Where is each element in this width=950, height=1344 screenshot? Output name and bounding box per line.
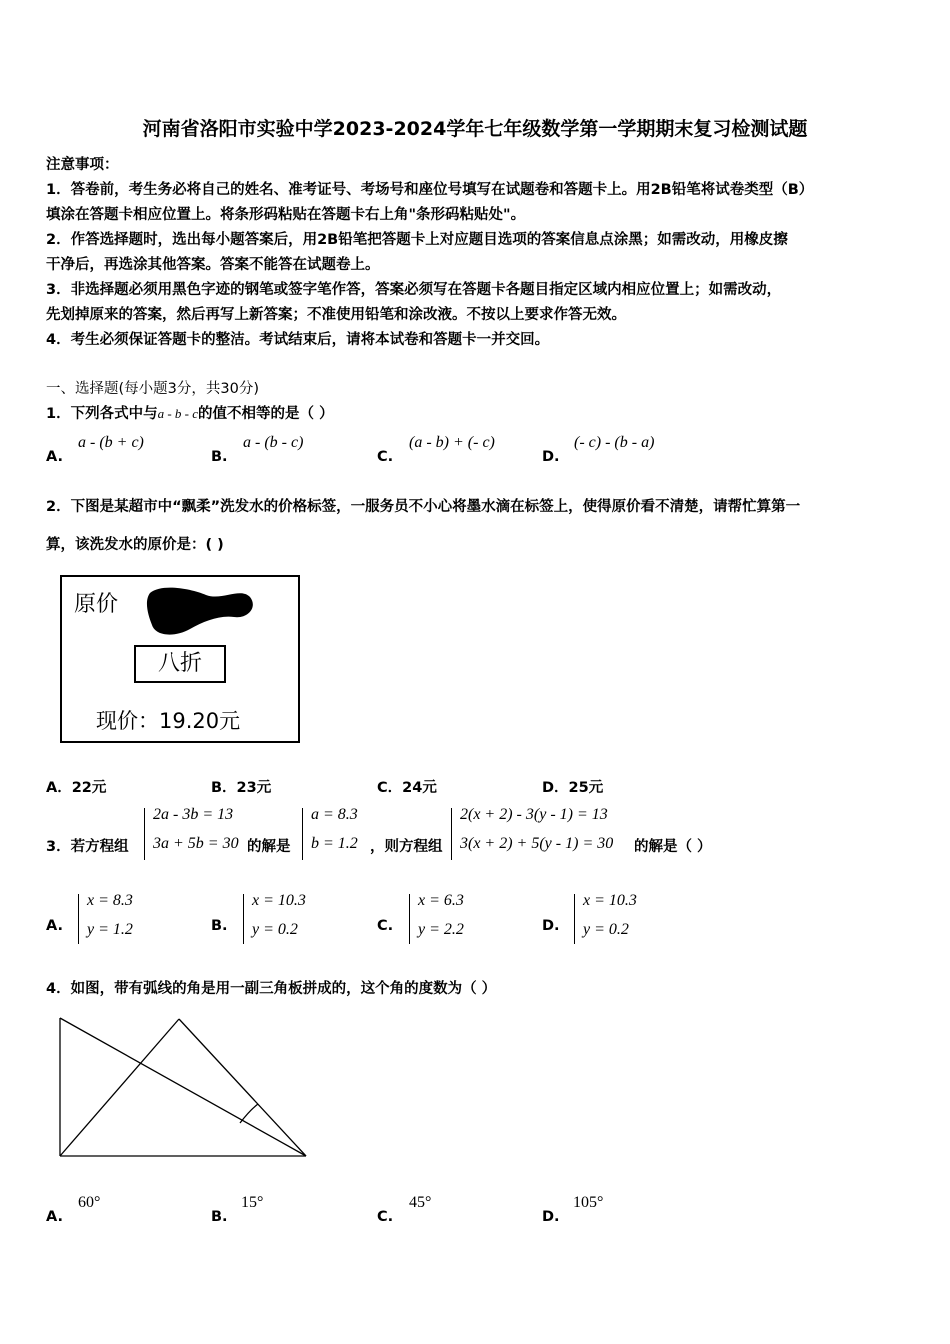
q3-mid1: 的解是 xyxy=(247,839,291,855)
note-1a: 1．答卷前，考生务必将自己的姓名、准考证号、考场号和座位号填写在试题卷和答题卡上。用2B铅笔将试卷类型（B） xyxy=(46,182,814,198)
q1-option-a-label: A. xyxy=(46,449,63,465)
note-3a: 3．非选择题必须用黑色字迹的钢笔或签字笔作答，答案必须写在答题卡各题目指定区域内相应位置上；如需改动， xyxy=(46,282,782,298)
discount-box xyxy=(134,645,226,683)
q3-prefix: 3．若方程组 xyxy=(46,839,129,855)
q3-option-d-brace xyxy=(574,894,581,944)
q2-option-d: D．25元 xyxy=(542,780,604,796)
q3-system-2-row2: b = 1.2 xyxy=(311,835,358,852)
q3-system-1-row1: 2a - 3b = 13 xyxy=(153,806,234,823)
q1-option-c-expr: (a - b) + (- c) xyxy=(409,434,495,451)
q3-option-b-row2: y = 0.2 xyxy=(252,921,298,938)
q4-option-c-label: C. xyxy=(377,1209,394,1225)
q3-option-b-label: B. xyxy=(211,918,228,934)
discount-label: 八折 xyxy=(157,651,202,676)
q3-option-c-system xyxy=(409,892,489,948)
q2-stem-line2: 算，该洗发水的原价是：( ) xyxy=(46,537,224,553)
price-tag-original-label: 原价 xyxy=(74,592,119,617)
price-tag-figure xyxy=(60,575,300,743)
page-title: 河南省洛阳市实验中学2023-2024学年七年级数学第一学期期末复习检测试题 xyxy=(142,118,808,140)
section-heading: 一、选择题(每小题3分，共30分) xyxy=(46,381,259,397)
q4-option-c-value: 45° xyxy=(409,1194,432,1211)
note-3b: 先划掉原来的答案，然后再写上新答案；不准使用铅笔和涂改液。不按以上要求作答无效。 xyxy=(46,307,626,323)
q3-option-a-row2: y = 1.2 xyxy=(87,921,133,938)
q1-option-c-label: C. xyxy=(377,449,394,465)
q4-option-d-value: 105° xyxy=(573,1194,604,1211)
q3-system-1-brace xyxy=(144,808,151,860)
note-2a: 2．作答选择题时，选出每小题答案后，用2B铅笔把答题卡上对应题目选项的答案信息点涂黑；如需改动，用橡皮擦 xyxy=(46,232,788,248)
q3-system-2 xyxy=(302,806,372,864)
q4-option-b-value: 15° xyxy=(241,1194,264,1211)
q3-option-a-label: A. xyxy=(46,918,63,934)
price-tag-current: 现价：19.20元 xyxy=(96,709,241,733)
q3-system-2-row1: a = 8.3 xyxy=(311,806,358,823)
q1-expr: a - b - c xyxy=(157,406,199,421)
q3-option-c-row2: y = 2.2 xyxy=(418,921,464,938)
q3-system-1-row2: 3a + 5b = 30 xyxy=(153,835,239,852)
triangle-second-left xyxy=(60,1019,179,1156)
q1-option-a-expr: a - (b + c) xyxy=(78,434,144,451)
q3-option-c-brace xyxy=(409,894,416,944)
q1-option-b-label: B. xyxy=(211,449,228,465)
q3-option-c-row1: x = 6.3 xyxy=(418,892,464,909)
q3-system-2-brace xyxy=(302,808,309,860)
q3-option-a-brace xyxy=(78,894,85,944)
q3-option-b-brace xyxy=(243,894,250,944)
q1-option-d-expr: (- c) - (b - a) xyxy=(574,434,655,451)
q3-system-3-brace xyxy=(451,808,458,860)
q3-system-3-row2: 3(x + 2) + 5(y - 1) = 30 xyxy=(460,835,614,852)
q3-option-a-row1: x = 8.3 xyxy=(87,892,133,909)
note-1b: 填涂在答题卡相应位置上。将条形码粘贴在答题卡右上角"条形码粘贴处"。 xyxy=(46,207,526,223)
q3-mid2: ，则方程组 xyxy=(370,839,443,855)
q4-option-b-label: B. xyxy=(211,1209,228,1225)
q3-option-d-row2: y = 0.2 xyxy=(583,921,629,938)
q2-option-a: A．22元 xyxy=(46,780,107,796)
q4-option-d-label: D. xyxy=(542,1209,560,1225)
ink-blot xyxy=(144,583,256,639)
angle-arc xyxy=(240,1104,258,1123)
q3-system-1 xyxy=(144,806,244,864)
q4-option-a-label: A. xyxy=(46,1209,63,1225)
q2-stem-line1: 2．下图是某超市中“飘柔”洗发水的价格标签，一服务员不小心将墨水滴在标签上，使得原价看不清楚，请帮忙算第一 xyxy=(46,499,801,515)
q1-suffix: 的值不相等的是（ ） xyxy=(198,406,334,422)
triangle-diagonal xyxy=(60,1018,306,1156)
q4-option-a-value: 60° xyxy=(78,1194,101,1211)
note-4: 4．考生必须保证答题卡的整洁。考试结束后，请将本试卷和答题卡一并交回。 xyxy=(46,332,550,348)
q3-option-c-label: C. xyxy=(377,918,394,934)
q3-option-d-label: D. xyxy=(542,918,560,934)
q3-option-d-system xyxy=(574,892,654,948)
notes-header: 注意事项： xyxy=(46,157,119,173)
q3-option-b-row1: x = 10.3 xyxy=(252,892,306,909)
q3-option-d-row1: x = 10.3 xyxy=(583,892,637,909)
note-2b: 干净后，再选涂其他答案。答案不能答在试题卷上。 xyxy=(46,257,380,273)
triangle-figure xyxy=(50,1010,320,1165)
q2-option-b: B．23元 xyxy=(211,780,272,796)
q3-system-3-row1: 2(x + 2) - 3(y - 1) = 13 xyxy=(460,806,608,823)
q3-option-b-system xyxy=(243,892,323,948)
q4-stem: 4．如图，带有弧线的角是用一副三角板拼成的，这个角的度数为（ ） xyxy=(46,981,497,997)
q1-stem xyxy=(46,402,334,423)
q3-system-3 xyxy=(451,806,636,864)
triangle-second-right xyxy=(179,1019,306,1156)
q3-option-a-system xyxy=(78,892,158,948)
q1-option-d-label: D. xyxy=(542,449,560,465)
q2-option-c: C．24元 xyxy=(377,780,437,796)
q1-prefix: 1．下列各式中与 xyxy=(46,406,158,422)
q1-option-b-expr: a - (b - c) xyxy=(243,434,304,451)
q3-suffix: 的解是（ ） xyxy=(634,839,712,855)
